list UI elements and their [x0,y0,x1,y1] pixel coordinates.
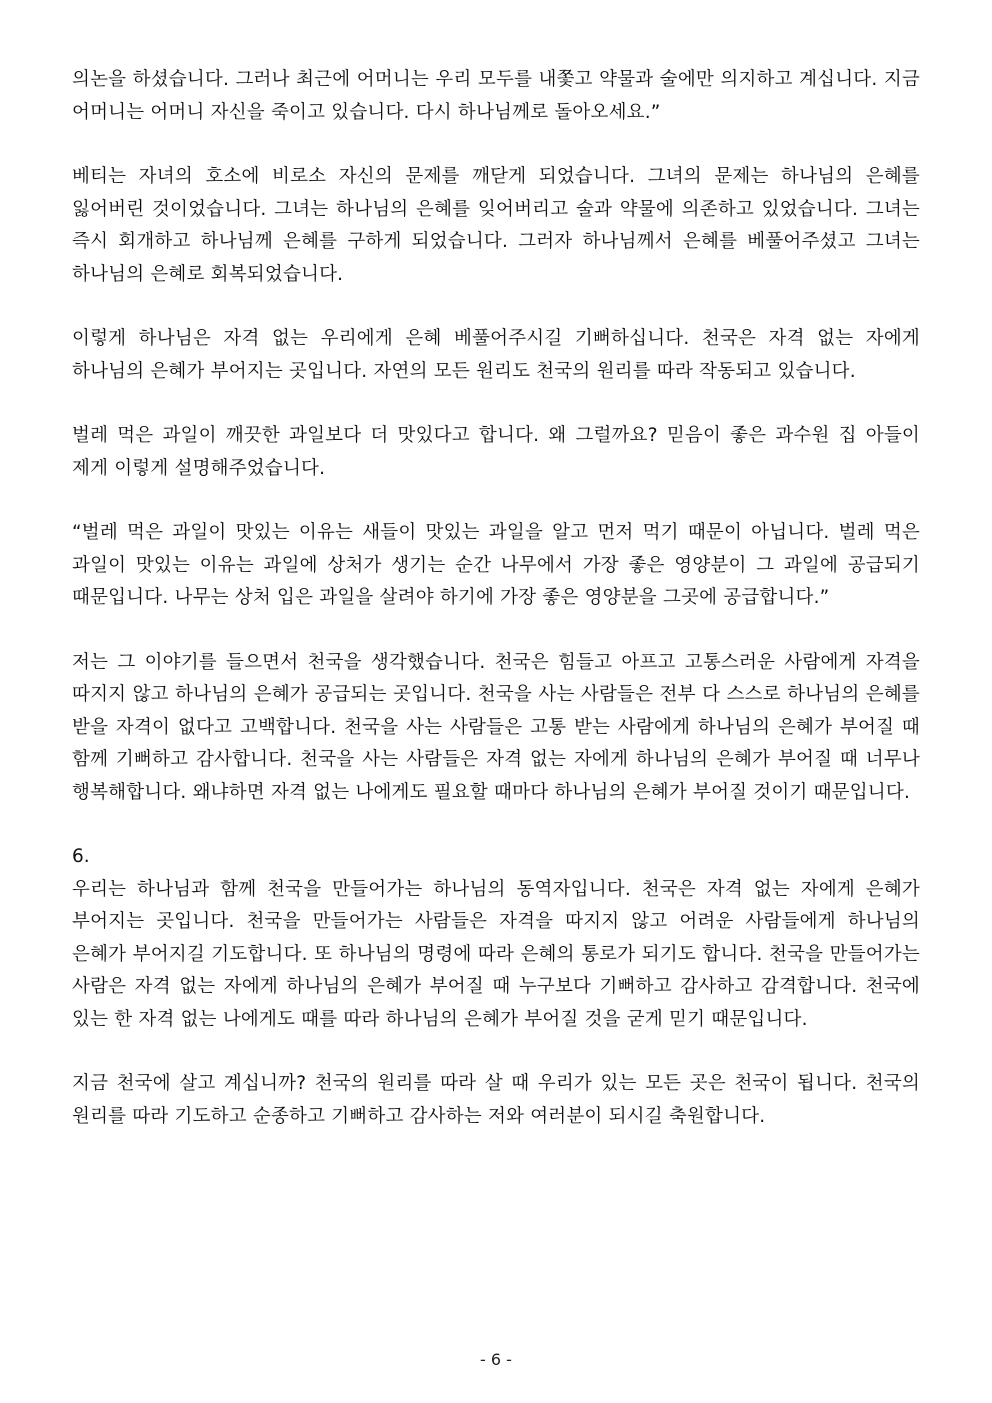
page-number: - 6 - [480,1350,512,1369]
section-number: 6. [72,846,90,867]
paragraph-quote-end: 의논을 하셨습니다. 그러나 최근에 어머니는 우리 모두를 내쫓고 약물과 술에만 의지하고 계십니다. 지금 어머니는 어머니 자신을 죽이고 있습니다. 다시 하나님께로 돌아오세요.” [72,69,920,123]
paragraph-grace-unworthy: 이렇게 하나님은 자격 없는 우리에게 은혜 베풀어주시길 기뻐하십니다. 천국은 자격 없는 자에게 하나님의 은혜가 부어지는 곳입니다. 자연의 모든 원리도 천국의 원리를 따라 작동되고 있습니다. [72,328,920,382]
paragraph-wormy-fruit: 벌레 먹은 과일이 깨끗한 과일보다 더 맛있다고 합니다. 왜 그럴까요? 믿음이 좋은 과수원 집 아들이 제게 이렇게 설명해주었습니다. [72,425,920,479]
paragraph-betty-repentance: 베티는 자녀의 호소에 비로소 자신의 문제를 깨닫게 되었습니다. 그녀의 문제는 하나님의 은혜를 잃어버린 것이었습니다. 그녀는 하나님의 은혜를 잊어버리고 술과 약물에 의존하고 있었습니다. 그녀는 즉시 회개하고 하나님께 은혜를 구하게 되었습니다. 그러자 하나님께서 은혜를 베풀어주셨고 그녀는 하나님의 은혜로 회복되었습니다. [72,166,920,285]
paragraph-heaven-reflection: 저는 그 이야기를 들으면서 천국을 생각했습니다. 천국은 힘들고 아프고 고통스러운 사람에게 자격을 따지지 않고 하나님의 은혜가 공급되는 곳입니다. 천국을 사는 사람들은 전부 다 스스로 하나님의 은혜를 받을 자격이 없다고 고백합니다. 천국을 사는 사람들은 고통 받는 사람에게 하나님의 은혜가 부어질 때 함께 기뻐하고 감사합니다. 천국을 사는 사람들은 자격 없는 자에게 하나님의 은혜가 부어질 때 너무나 행복해합니다. 왜냐하면 자격 없는 나에게도 필요할 때마다 하나님의 은혜가 부어질 것이기 때문입니다. [72,651,920,803]
document-body [72,64,920,1133]
paragraph-coworkers: 우리는 하나님과 함께 천국을 만들어가는 하나님의 동역자입니다. 천국은 자격 없는 자에게 은혜가 부어지는 곳입니다. 천국을 만들어가는 사람들은 자격을 따지지 않고 어려운 사람들에게 하나님의 은혜가 부어지길 기도합니다. 또 하나님의 명령에 따라 은혜의 통로가 되기도 합니다. 천국을 만들어가는 사람은 자격 없는 자에게 하나님의 은혜가 부어질 때 누구보다 기뻐하고 감사하고 감격합니다. 천국에 있는 한 자격 없는 나에게도 때를 따라 하나님의 은혜가 부어질 것을 굳게 믿기 때문입니다. [72,878,920,1030]
paragraph-closing-blessing: 지금 천국에 살고 계십니까? 천국의 원리를 따라 살 때 우리가 있는 모든 곳은 천국이 됩니다. 천국의 원리를 따라 기도하고 순종하고 기뻐하고 감사하는 저와 여러분이 되시길 축원합니다. [72,1073,920,1127]
paragraph-orchard-quote: “벌레 먹은 과일이 맛있는 이유는 새들이 맛있는 과일을 알고 먼저 먹기 때문이 아닙니다. 벌레 먹은 과일이 맛있는 이유는 과일에 상처가 생기는 순간 나무에서 가장 좋은 영양분이 그 과일에 공급되기 때문입니다. 나무는 상처 입은 과일을 살려야 하기에 가장 좋은 영양분을 그곳에 공급합니다.” [72,522,920,608]
